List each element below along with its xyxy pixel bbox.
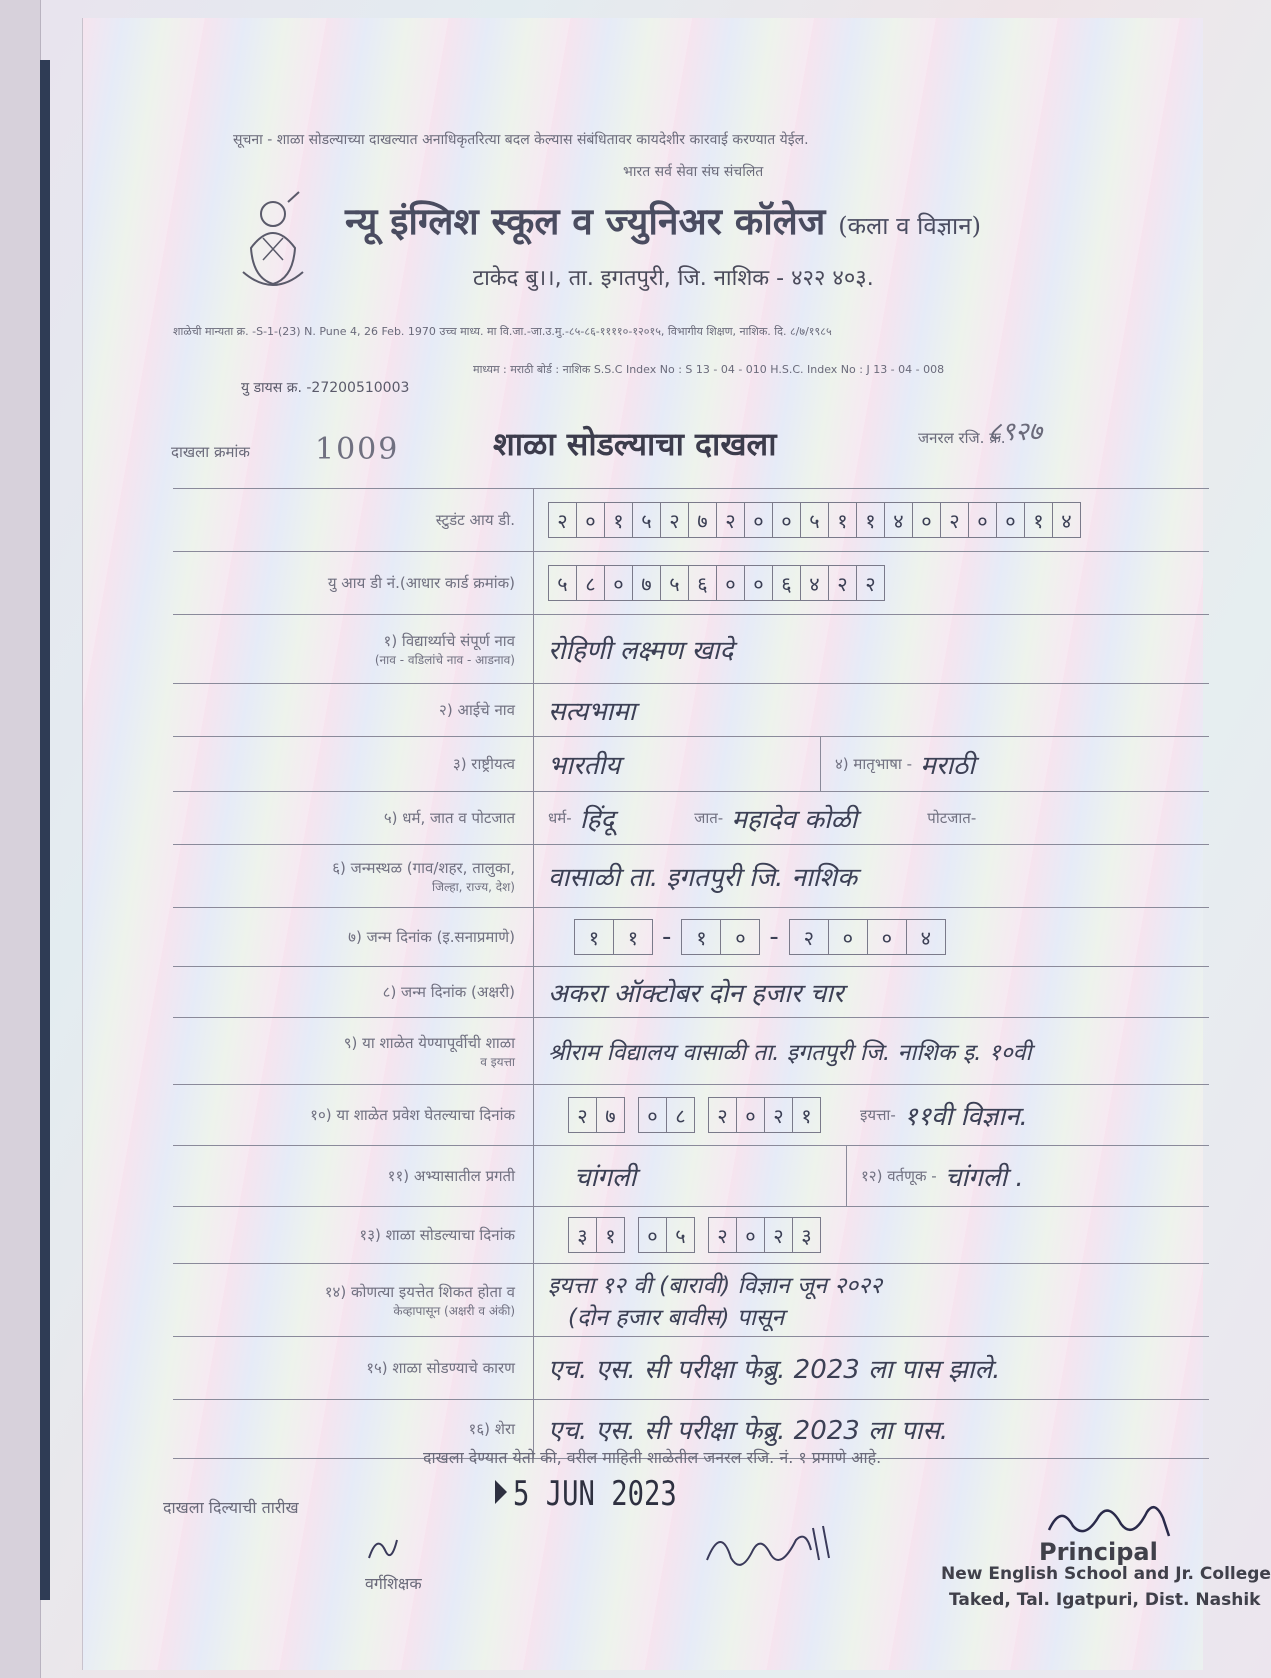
paper-stack-dark-edge	[40, 60, 50, 1600]
label-text: ११) अभ्यासातील प्रगती	[387, 1167, 515, 1185]
admission-day-boxes	[568, 1097, 624, 1133]
digit-box: १	[604, 502, 633, 538]
certificate-table	[173, 488, 1209, 1459]
digit-box: २	[764, 1217, 793, 1253]
certificate-number-label: दाखला क्रमांक	[171, 443, 250, 461]
studying-label	[173, 1264, 533, 1336]
stamp-marker-icon	[495, 1480, 507, 1504]
dob-words-label	[173, 967, 533, 1017]
label-subtext: व इयत्ता	[480, 1054, 515, 1069]
digit-box: ०	[912, 502, 941, 538]
mother-tongue-value: मराठी	[920, 751, 976, 781]
dob-day-boxes	[574, 919, 652, 955]
row-leaving	[173, 1206, 1209, 1263]
conduct	[847, 1146, 1024, 1206]
leaving-day-boxes	[568, 1217, 624, 1253]
digit-box: ०	[736, 1097, 765, 1133]
birthplace-label	[173, 845, 533, 907]
digit-box: ०	[744, 565, 773, 601]
label-text: ९) या शाळेत येण्यापूर्वीची शाळा	[343, 1033, 515, 1052]
digit-box: २	[548, 502, 577, 538]
label-text: स्टुडंट आय डी.	[435, 511, 515, 529]
uid-boxes	[548, 565, 884, 601]
medium-index-line: माध्यम : मराठी बोर्ड : नाशिक S.S.C Index No : S 13 - 04 - 010 H.S.C. Index No : J 13 - 04 - 008	[473, 363, 945, 376]
digit-box: २	[789, 919, 829, 955]
admission-year-boxes	[708, 1097, 820, 1133]
leaving-month-boxes	[638, 1217, 694, 1253]
digit-box: १	[613, 919, 653, 955]
digit-box: २	[764, 1097, 793, 1133]
uid-label	[173, 552, 533, 614]
mother-label	[173, 684, 533, 736]
digit-box: ७	[688, 502, 717, 538]
label-subtext: जिल्हा, राज्य, देश)	[432, 879, 515, 894]
digit-box: ५	[548, 565, 577, 601]
digit-box: २	[828, 565, 857, 601]
label-text: ८) जन्म दिनांक (अक्षरी)	[382, 983, 515, 1001]
udise-number: यु डायस क्र. -27200510003	[241, 380, 410, 396]
prev-school-label	[173, 1018, 533, 1084]
digit-box: २	[856, 565, 885, 601]
row-nationality	[173, 736, 1209, 791]
row-admission	[173, 1084, 1209, 1145]
dob-value: १ १ - १ ० - २ ० ० ४	[533, 908, 1209, 966]
leaving-label	[173, 1207, 533, 1263]
label-text: १) विद्यार्थ्याचे संपूर्ण नाव	[383, 631, 515, 650]
caste-text: महादेव कोळी	[731, 805, 858, 835]
dob-year-boxes	[789, 919, 945, 955]
admission-label	[173, 1085, 533, 1145]
nationality-label	[173, 737, 533, 791]
studying-line-1: इयत्ता १२ वी (बारावी) विज्ञान जून २०२२	[548, 1273, 883, 1299]
religion-prefix: धर्म-	[548, 809, 572, 827]
digit-box: १	[1024, 502, 1053, 538]
clerk-signature-2-icon	[701, 1520, 841, 1580]
row-progress	[173, 1145, 1209, 1206]
digit-box: १	[792, 1097, 821, 1133]
digit-box: ०	[716, 565, 745, 601]
prev-school-value: श्रीराम विद्यालय वासाळी ता. इगतपुरी जि. नाशिक इ. १०वी	[533, 1018, 1209, 1084]
digit-box: ३	[792, 1217, 821, 1253]
religion-label	[173, 792, 533, 844]
digit-box: ५	[800, 502, 829, 538]
digit-box: २	[708, 1097, 737, 1133]
digit-box: ८	[576, 565, 605, 601]
school-address: टाकेद बु।।, ता. इगतपुरी, जि. नाशिक - ४२२ ४०३.	[473, 266, 874, 291]
digit-box: ६	[772, 565, 801, 601]
school-logo-icon	[233, 188, 313, 298]
digit-box: २	[708, 1217, 737, 1253]
label-text: १५) शाळा सोडण्याचे कारण	[366, 1359, 515, 1377]
dob-words-value: अकरा ऑक्टोबर दोन हजार चार	[533, 967, 1209, 1017]
clerk-signature-icon	[363, 1530, 403, 1570]
student-id-label	[173, 489, 533, 551]
label-text: ३) राष्ट्रीयत्व	[452, 755, 515, 773]
declaration-text: दाखला देण्यात येतो की, वरील माहिती शाळेतील जनरल रजि. नं. १ प्रमाणे आहे.	[423, 1448, 882, 1467]
mother-tongue-label: ४) मातृभाषा -	[835, 755, 912, 773]
digit-box: २	[716, 502, 745, 538]
digit-box: ०	[828, 919, 868, 955]
digit-box: १	[574, 919, 614, 955]
row-name	[173, 614, 1209, 683]
admission-month-boxes	[638, 1097, 694, 1133]
leaving-value	[533, 1207, 1209, 1263]
digit-box: ४	[906, 919, 946, 955]
admission-value	[533, 1085, 1209, 1145]
general-register-label: जनरल रजि. क्र.	[918, 429, 1006, 447]
row-student-id	[173, 488, 1209, 551]
digit-box: ६	[688, 565, 717, 601]
label-text: १६) शेरा	[468, 1420, 515, 1438]
progress-value: चांगली	[534, 1146, 847, 1206]
school-stream-text: (कला व विज्ञान)	[838, 212, 981, 240]
row-religion	[173, 791, 1209, 844]
progress-label	[173, 1146, 533, 1206]
paper-stack-edge	[0, 0, 41, 1678]
digit-box: ७	[632, 565, 661, 601]
digit-box: १	[596, 1217, 625, 1253]
admission-std-prefix: इयत्ता-	[860, 1106, 896, 1124]
digit-box: ४	[884, 502, 913, 538]
certificate-sheet	[82, 18, 1271, 1670]
student-id-boxes	[548, 502, 1080, 538]
digit-box: ०	[744, 502, 773, 538]
row-reason	[173, 1336, 1209, 1399]
recognition-line: शाळेची मान्यता क्र. -S-1-(23) N. Pune 4, 26 Feb. 1970 उच्च माध्य. मा वि.जा.-जा.उ.मु.-८५-८६-११११०-१२०१५, विभागीय शिक्षण, नाशिक. दि. ८/७/१९८५	[173, 325, 832, 338]
digit-box: ०	[772, 502, 801, 538]
digit-box: ४	[1052, 502, 1081, 538]
dob-label	[173, 908, 533, 966]
digit-box: ३	[568, 1217, 597, 1253]
digit-box: २	[940, 502, 969, 538]
general-register-number: ८९२७	[988, 417, 1043, 447]
digit-box: १	[681, 919, 721, 955]
reason-label	[173, 1337, 533, 1399]
conduct-label: १२) वर्तणूक -	[861, 1167, 937, 1185]
digit-box: १	[828, 502, 857, 538]
dob-month-boxes	[681, 919, 759, 955]
row-birthplace	[173, 844, 1209, 907]
certificate-number: 1009	[315, 432, 400, 467]
nationality-value: भारतीय	[534, 737, 821, 791]
row-prev-school	[173, 1017, 1209, 1084]
school-name-text: न्यू इंग्लिश स्कूल व ज्युनिअर कॉलेज	[345, 199, 826, 243]
principal-school-stamp: New English School and Jr. College	[941, 1564, 1271, 1584]
row-studying	[173, 1263, 1209, 1336]
student-id-value	[533, 489, 1209, 551]
nationality-cell	[533, 737, 1209, 791]
name-label	[173, 615, 533, 683]
digit-box: ८	[666, 1097, 695, 1133]
digit-box: ०	[867, 919, 907, 955]
uid-value	[533, 552, 1209, 614]
progress-cell	[533, 1146, 1209, 1206]
managed-by-text: भारत सर्व सेवा संघ संचलित	[623, 164, 764, 180]
digit-box: ७	[596, 1097, 625, 1133]
digit-box: ०	[576, 502, 605, 538]
digit-box: ०	[996, 502, 1025, 538]
conduct-value: चांगली .	[944, 1163, 1024, 1193]
label-subtext: (नाव - वडिलांचे नाव - आडनाव)	[374, 652, 515, 667]
digit-box: २	[568, 1097, 597, 1133]
school-name	[345, 194, 981, 245]
studying-value	[533, 1264, 1209, 1336]
notice-text: सूचना - शाळा सोडल्याच्या दाखल्यात अनाधिकृतरित्या बदल केल्यास संबंधितावर कायदेशीर कारवाई करण्यात येईल.	[233, 132, 809, 148]
principal-title: Principal	[1039, 1538, 1158, 1566]
principal-address-stamp: Taked, Tal. Igatpuri, Dist. Nashik	[949, 1590, 1261, 1610]
digit-box: ०	[968, 502, 997, 538]
digit-box: २	[660, 502, 689, 538]
row-mother	[173, 683, 1209, 736]
label-text: १३) शाळा सोडल्याचा दिनांक	[359, 1226, 515, 1244]
subcaste-prefix: पोटजात-	[927, 809, 977, 827]
digit-box: ०	[638, 1217, 667, 1253]
religion-text: हिंदू	[579, 805, 615, 835]
label-text: ६) जन्मस्थळ (गाव/शहर, तालुका,	[332, 858, 515, 877]
label-text: ७) जन्म दिनांक (इ.सनाप्रमाणे)	[348, 928, 515, 946]
mother-tongue	[821, 737, 975, 791]
digit-box: ०	[720, 919, 760, 955]
digit-box: ४	[800, 565, 829, 601]
digit-box: ०	[604, 565, 633, 601]
digit-box: ५	[660, 565, 689, 601]
name-value: रोहिणी लक्ष्मण खादे	[533, 615, 1209, 683]
digit-box: ०	[736, 1217, 765, 1253]
certificate-title: शाळा सोडल्याचा दाखला	[493, 425, 777, 463]
label-text: १०) या शाळेत प्रवेश घेतल्याचा दिनांक	[310, 1106, 515, 1124]
digit-box: ०	[638, 1097, 667, 1133]
row-dob-words	[173, 966, 1209, 1017]
admission-std-value: ११वी विज्ञान.	[904, 1102, 1028, 1132]
remarks-value: एच. एस. सी परीक्षा फेब्रु. 2023 ला पास.	[533, 1400, 1209, 1458]
reason-value: एच. एस. सी परीक्षा फेब्रु. 2023 ला पास झाले.	[533, 1337, 1209, 1399]
row-dob	[173, 907, 1209, 966]
caste-prefix: जात-	[694, 809, 724, 827]
class-teacher-label: वर्गशिक्षक	[365, 1574, 422, 1593]
label-text: १४) कोणत्या इयत्तेत शिकत होता व	[324, 1282, 515, 1301]
digit-box: १	[856, 502, 885, 538]
studying-line-2: (दोन हजार बावीस) पासून	[568, 1305, 785, 1331]
issue-date-stamp: 5 JUN 2023	[513, 1474, 677, 1514]
label-subtext: केव्हापासून (अक्षरी व अंकी)	[393, 1303, 515, 1318]
religion-value	[533, 792, 1209, 844]
digit-box: ५	[632, 502, 661, 538]
label-text: २) आईचे नाव	[439, 701, 515, 719]
birthplace-value: वासाळी ता. इगतपुरी जि. नाशिक	[533, 845, 1209, 907]
label-text: यु आय डी नं.(आधार कार्ड क्रमांक)	[327, 574, 515, 592]
issue-date-label: दाखला दिल्याची तारीख	[163, 1498, 299, 1517]
leaving-year-boxes	[708, 1217, 820, 1253]
mother-value: सत्यभामा	[533, 684, 1209, 736]
label-text: ५) धर्म, जात व पोटजात	[383, 809, 515, 827]
digit-box: ५	[666, 1217, 695, 1253]
row-uid	[173, 551, 1209, 614]
